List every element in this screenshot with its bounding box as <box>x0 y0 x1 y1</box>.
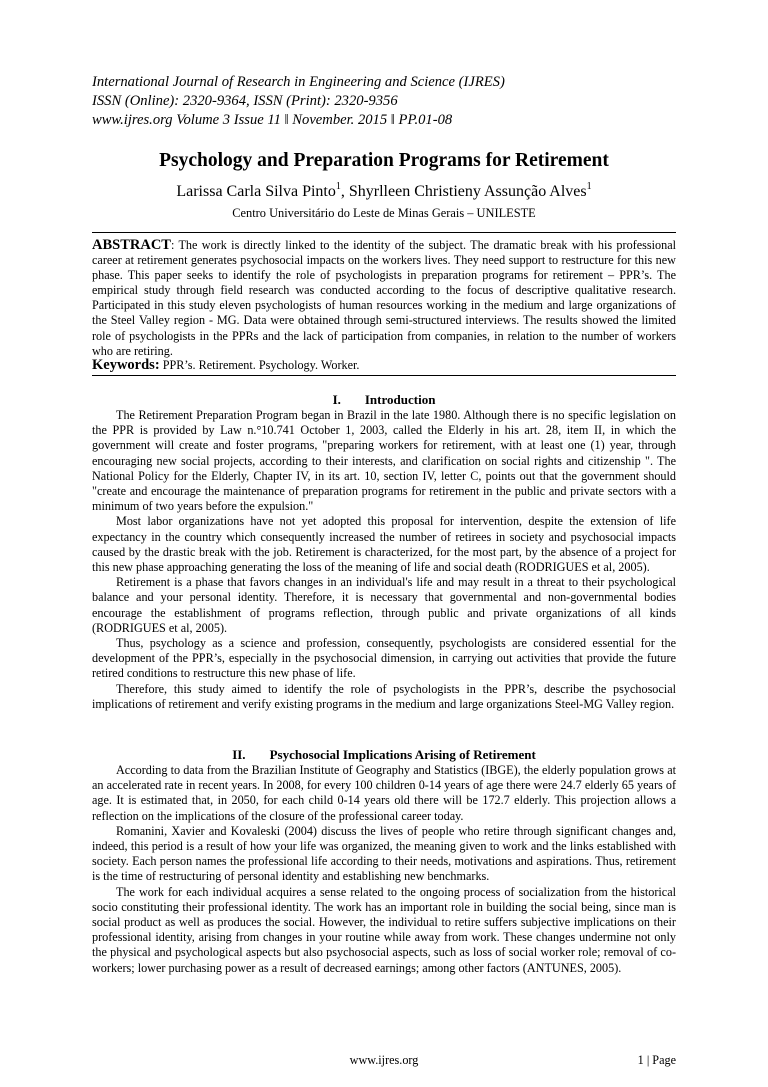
author-affiliation-marker: 1 <box>586 181 592 192</box>
keywords-label: Keywords: <box>92 357 160 373</box>
psychosocial-body <box>92 763 676 976</box>
author-affiliation-marker: 1 <box>335 181 341 192</box>
journal-name: International Journal of Research in Engineering and Science (IJRES) <box>92 74 505 90</box>
abstract-top-rule <box>92 232 676 233</box>
paragraph: Most labor organizations have not yet adopted this proposal for intervention, despite the extension of life expectancy in the country which consequently increased the number of retirees in society and psychosocial impacts caused by the drastic break with the job. Retirement is characterized, for the most part, by the absence of a project for this new phase approaching generating the loss of the meaning of life and social death (RODRIGUES et al, 2005). <box>92 514 676 575</box>
journal-volume: www.ijres.org Volume 3 Issue 11 ǁ November. 2015 ǁ PP.01-08 <box>92 112 453 128</box>
keywords-block <box>92 357 676 373</box>
author-affiliation: Centro Universitário do Leste de Minas Gerais – UNILESTE <box>232 206 536 220</box>
author-separator: , <box>340 183 349 200</box>
paragraph: Romanini, Xavier and Kovaleski (2004) discuss the lives of people who retire through significant changes and, indeed, this period is a result of how your life was organized, the meaning given to work and the links established with society. Each person names the professional life according to their needs, motivations and aspirations. Thus, retirement is the time of restructuring of personal identity and establishing new benchmarks. <box>92 823 676 884</box>
abstract-block <box>92 238 676 359</box>
journal-header <box>92 73 682 130</box>
paragraph: According to data from the Brazilian Institute of Geography and Statistics (IBGE), the elderly population grows at an accelerated rate in recent years. In 2008, for every 100 children 0-14 years of age there were 24.7 elderly 65 years of age. It is estimated that, in 2050, for each child 0-14 years old there will be 172.7 elderly. This projection allows a reflection on the implications of the closure of the professional career today. <box>92 763 676 823</box>
author-list <box>92 182 676 202</box>
section-title: Introduction <box>364 392 436 407</box>
section-number: II. <box>232 747 246 762</box>
section-heading-introduction <box>92 392 676 408</box>
section-number: I. <box>332 392 341 407</box>
author-name: Larissa Carla Silva Pinto <box>176 183 336 200</box>
paragraph: The work for each individual acquires a sense related to the ongoing process of socialization from the historical socio constituting their professional identity. The work has an important role in building the social being, since man is social product as well as produces the social. However, the individual to retire suffers subjective implications on their professional identity, arising from changes in your routine while away from work. These changes undermine not only the physical and psychological aspects but also psychosocial aspects, such as loss of social worker role; removal of co-workers; lower purchasing power as a result of decreased earnings; among other factors (ANTUNES, 2005). <box>92 884 676 975</box>
abstract-text: : The work is directly linked to the identity of the subject. The dramatic break with his professional career at retirement generates psychosocial impacts on the workers lives. They need support to restructure for this new phase. This paper seeks to identify the role of psychologists in preparation programs for retirement – PPR’s. The empirical study through field research was conducted according to the focus of descriptive qualitative research. Participated in this study eleven psychologists of human resources working in the medium and large organizations of the Steel Valley region - MG. Data were obtained through semi-structured interviews. The results showed the limited role of psychologists in the PPRs and the lack of participation from companies, in relation to the number of workers who are retiring. <box>92 238 676 358</box>
journal-issn: ISSN (Online): 2320-9364, ISSN (Print): 2320-9356 <box>92 93 398 109</box>
page-number: 1 | Page <box>637 1053 676 1067</box>
section-title: Psychosocial Implications Arising of Retirement <box>269 747 536 762</box>
abstract-bottom-rule <box>92 375 676 376</box>
paper-title: Psychology and Preparation Programs for Retirement <box>159 150 609 171</box>
abstract-label: ABSTRACT <box>92 237 171 253</box>
section-heading-psychosocial <box>92 747 676 763</box>
paragraph: Therefore, this study aimed to identify the role of psychologists in the PPR’s, describe the psychosocial implications of retirement and verify existing programs in the medium and large organizations Steel-MG Valley region. <box>92 681 676 711</box>
paragraph: Retirement is a phase that favors changes in an individual's life and may result in a threat to their psychological balance and your personal identity. Therefore, it is necessary that governmental and non-governmental bodies encourage the establishment of programs reflection, through public and private organizations of all kinds (RODRIGUES et al, 2005). <box>92 575 676 635</box>
introduction-body <box>92 408 676 712</box>
paragraph: The Retirement Preparation Program began in Brazil in the late 1980. Although there is no specific legislation on the PPR is provided by Law n.°10.741 October 1, 2003, called the Elderly in his art. 28, item II, in which the government will create and foster programs, "preparing workers for retirement, with at least one (1) year, through encouraging new social projects, according to their interests, and clarification on social rights and citizenship ". The National Policy for the Elderly, Chapter IV, in its art. 10, section IV, letter C, points out that the government should "create and encourage the maintenance of preparation programs for retirement in the public and private sectors with a minimum of two years before the expulsion." <box>92 408 676 514</box>
author-name: Shyrlleen Christieny Assunção Alves <box>348 183 587 200</box>
paragraph: Thus, psychology as a science and profession, consequently, psychologists are considered essential for the development of the PPR’s, especially in the psychosocial dimension, in carrying out activities that provide the future retired conditions to restructure this new phase of life. <box>92 636 676 681</box>
footer-website: www.ijres.org <box>349 1053 419 1067</box>
keywords-text: PPR’s. Retirement. Psychology. Worker. <box>159 358 360 372</box>
